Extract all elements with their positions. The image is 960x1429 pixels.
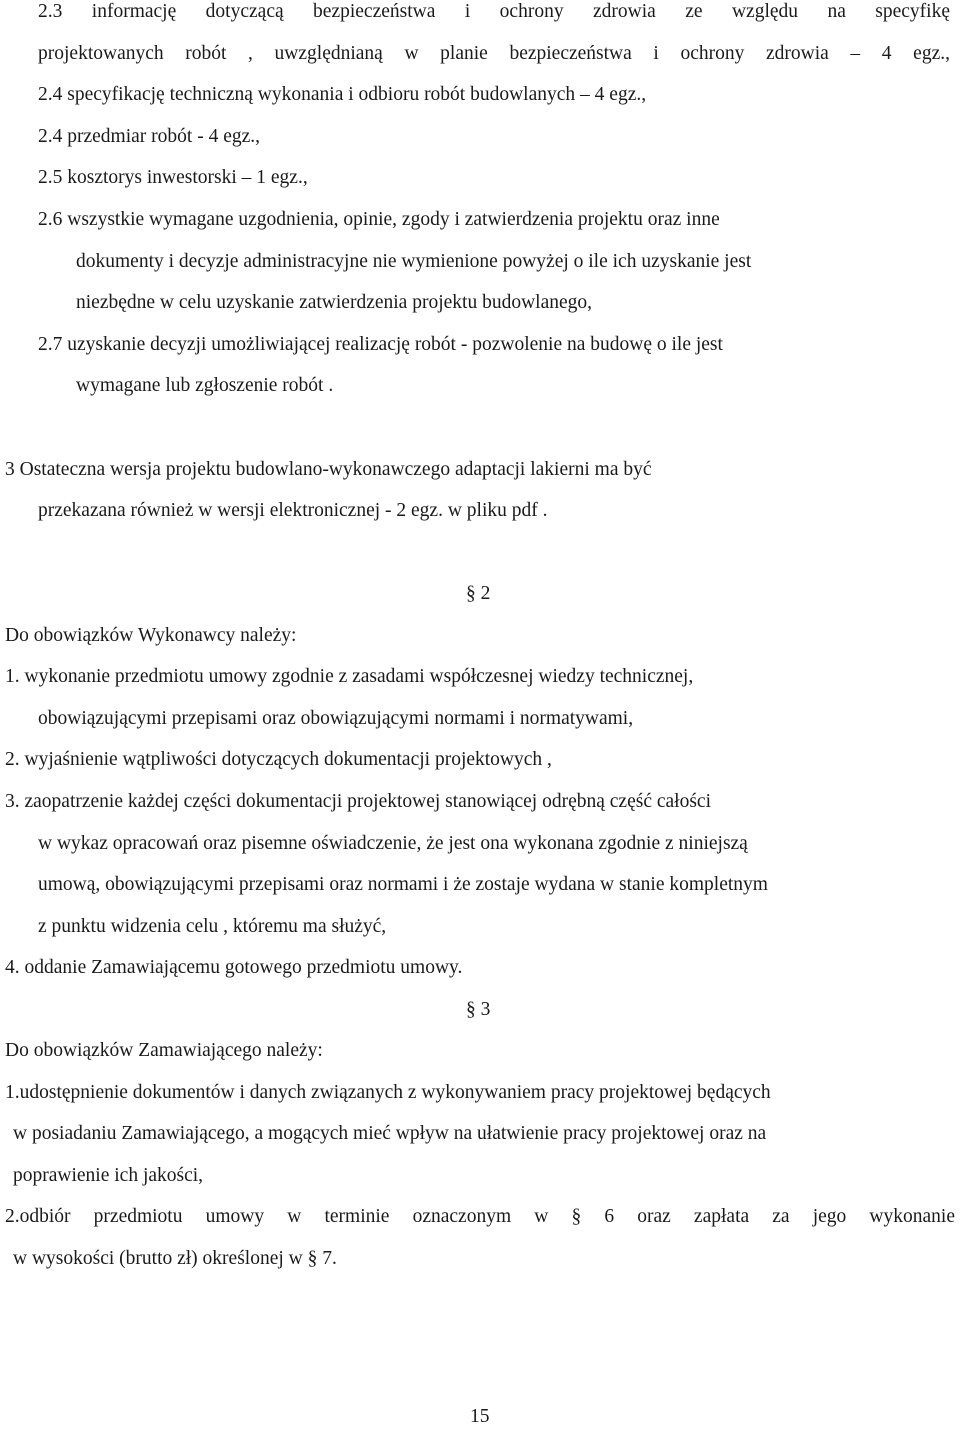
text-line: 2.6 wszystkie wymagane uzgodnienia, opinie, zgody i zatwierdzenia projektu oraz inne	[38, 209, 720, 230]
section-heading: § 2	[466, 583, 491, 604]
text-line: projektowanych robót , uwzględnianą w planie bezpieczeństwa i ochrony zdrowia – 4 egz.,	[38, 43, 950, 64]
text-line: 2.5 kosztorys inwestorski – 1 egz.,	[38, 167, 308, 188]
text-line: z punktu widzenia celu , któremu ma służyć,	[38, 916, 387, 937]
text-line: 2.4 przedmiar robót - 4 egz.,	[38, 126, 261, 147]
list-item: 2.odbiór przedmiotu umowy w terminie oznaczonym w § 6 oraz zapłata za jego wykonanie	[5, 1206, 955, 1227]
section-heading: § 3	[466, 999, 491, 1020]
text-line: dokumenty i decyzje administracyjne nie wymienione powyżej o ile ich uzyskanie jest	[76, 251, 752, 272]
text-line: w wysokości (brutto zł) określonej w § 7.	[13, 1248, 337, 1269]
text-line: 2.3 informację dotyczącą bezpieczeństwa i ochrony zdrowia ze względu na specyfikę	[38, 1, 950, 22]
text-line: niezbędne w celu uzyskanie zatwierdzenia projektu budowlanego,	[76, 292, 592, 313]
section-intro: Do obowiązków Zamawiającego należy:	[5, 1040, 323, 1061]
text-line: w wykaz opracowań oraz pisemne oświadczenie, że jest ona wykonana zgodnie z niniejszą	[38, 833, 748, 854]
list-item: 2. wyjaśnienie wątpliwości dotyczących dokumentacji projektowych ,	[5, 749, 552, 770]
text-line: umową, obowiązującymi przepisami oraz normami i że zostaje wydana w stanie kompletnym	[38, 874, 768, 895]
text-line: przekazana również w wersji elektronicznej - 2 egz. w pliku pdf .	[38, 500, 548, 521]
section-intro: Do obowiązków Wykonawcy należy:	[5, 625, 297, 646]
text-line: wymagane lub zgłoszenie robót .	[76, 375, 334, 396]
list-item: 1.udostępnienie dokumentów i danych związanych z wykonywaniem pracy projektowej będących	[5, 1082, 771, 1103]
list-item: 1. wykonanie przedmiotu umowy zgodnie z zasadami współczesnej wiedzy technicznej,	[5, 666, 694, 687]
list-item: 4. oddanie Zamawiającemu gotowego przedmiotu umowy.	[5, 957, 463, 978]
text-line: 2.4 specyfikację techniczną wykonania i odbioru robót budowlanych – 4 egz.,	[38, 84, 647, 105]
list-item: 3. zaopatrzenie każdej części dokumentacji projektowej stanowiącej odrębną część całości	[5, 791, 711, 812]
text-line: 3 Ostateczna wersja projektu budowlano-wykonawczego adaptacji lakierni ma być	[5, 459, 652, 480]
page-number: 15	[470, 1406, 490, 1427]
text-line: obowiązującymi przepisami oraz obowiązującymi normami i normatywami,	[38, 708, 634, 729]
text-line: w posiadaniu Zamawiającego, a mogących mieć wpływ na ułatwienie pracy projektowej oraz na	[13, 1123, 767, 1144]
text-line: 2.7 uzyskanie decyzji umożliwiającej realizację robót - pozwolenie na budowę o ile jest	[38, 334, 723, 355]
text-line: poprawienie ich jakości,	[13, 1165, 204, 1186]
